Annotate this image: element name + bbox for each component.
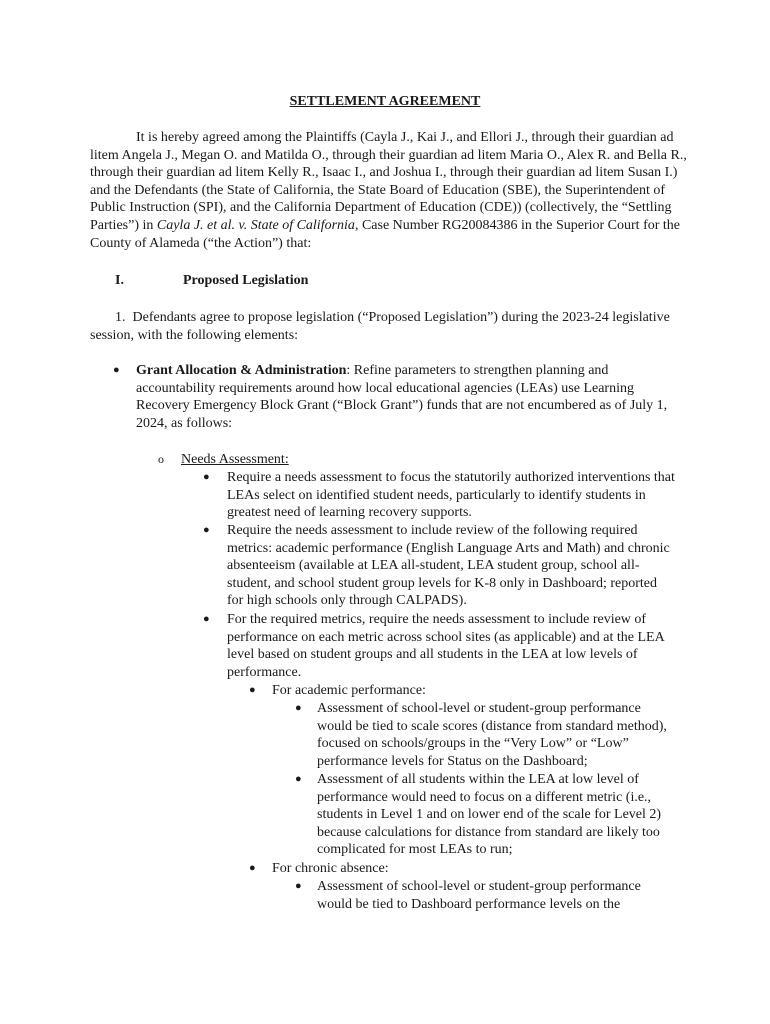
needs-item-1: Require a needs assessment to focus the statutorily authorized interventions that LEAs select on identified student needs, particularly to identify students in greatest need of learning recovery supports. [227,470,675,521]
needs-assessment-label: Needs Assessment: [181,452,289,467]
bullet-marker: ● [249,862,256,874]
case-name: Cayla J. et al. v. State of California [156,217,355,233]
bullet-marker: ● [203,471,210,483]
bullet-grant-allocation [136,362,676,432]
bullet-grant-allocation-title: Grant Allocation & Administration [136,363,347,378]
intro-text-after: , Case Number RG20084386 in the Superior Court for the County of Alameda (“the Action”) that: [90,217,680,251]
bullet-marker: ● [295,773,302,785]
intro-paragraph [90,129,690,252]
paragraph-1: 1. Defendants agree to propose legislation (“Proposed Legislation”) during the 2023-24 legislative session, with the following elements: [90,310,670,343]
bullet-marker: ● [203,613,210,625]
bullet-grant-allocation-text: : Refine parameters to strengthen planning and accountability requirements around how local educational agencies (LEAs) use Learning Recovery Emergency Block Grant (“Block Grant”) funds that are not encumbered as of July 1, 2024, as follows: [136,363,668,431]
intro-text-before: It is hereby agreed among the Plaintiffs (Cayla J., Kai J., and Ellori J., through their guardian ad litem Angela J., Megan O. and Matilda O., through their guardian ad litem Maria O., Alex R. and Bella R., through their guardian ad litem Kelly R., Isaac I., and Joshua I., through their guardian ad litem Susan I.) and the Defendants (the State of California, the State Board of Education (SBE), the Superintendent of Public Instruction (SPI), and the California Department of Education (CDE)) (collectively, the “Settling Parties”) in [90,130,687,233]
academic-performance-label: For academic performance: [272,683,426,698]
section-title: Proposed Legislation [183,273,309,288]
bullet-marker: ● [249,684,256,696]
document-title: SETTLEMENT AGREEMENT [289,94,481,109]
section-number: I. [115,273,124,288]
needs-item-2: Require the needs assessment to include review of the following required metrics: academic performance (English Language Arts and Math) and chronic absenteeism (available at LEA all-student, LEA student group, school all-student, and school student group levels for K-8 only in Dashboard; reported for high schools only through CALPADS). [227,523,670,609]
circle-marker: o [158,452,164,466]
academic-item-2: Assessment of all students within the LEA at low level of performance would need to focus on a different metric (i.e., students in Level 1 and on lower end of the scale for Level 2) because calculations for distance from standard are likely too complicated for most LEAs to run; [317,772,662,858]
section-heading [90,273,308,289]
bullet-marker: ● [295,880,302,892]
bullet-marker: ● [203,524,210,536]
chronic-item-1: Assessment of school-level or student-group performance would be tied to Dashboard performance levels on the [317,879,641,912]
bullet-marker: ● [295,702,302,714]
chronic-absence-label: For chronic absence: [272,861,389,876]
bullet-marker: ● [113,364,120,376]
needs-item-3: For the required metrics, require the needs assessment to include review of performance on each metric across school sites (as applicable) and at the LEA level based on student groups and all students in the LEA at low levels of performance. [227,612,664,680]
academic-item-1: Assessment of school-level or student-group performance would be tied to scale scores (distance from standard method), focused on schools/groups in the “Very Low” or “Low” performance levels for Status on the Dashboard; [317,701,667,769]
